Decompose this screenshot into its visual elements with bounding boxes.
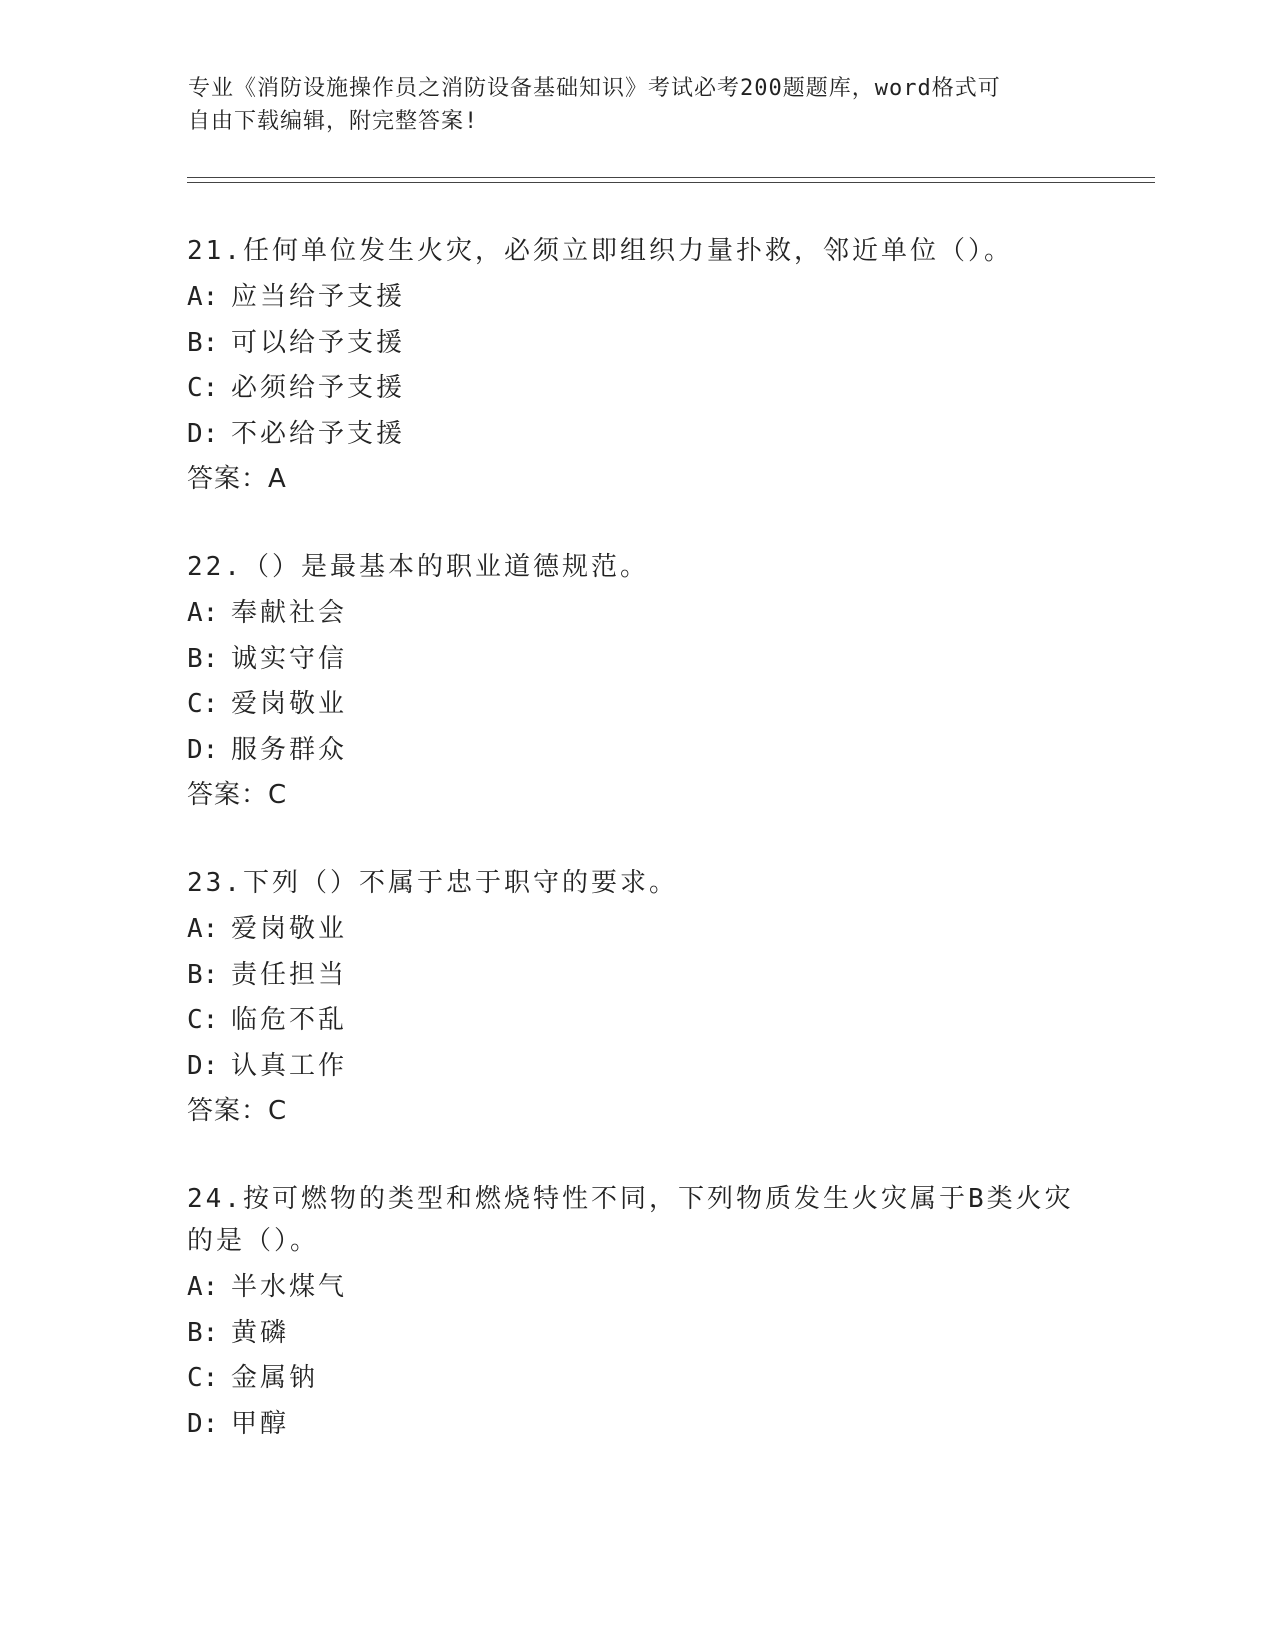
option-text: 认真工作 — [231, 1050, 348, 1081]
option-letter: B: — [187, 327, 219, 358]
option-text: 爱岗敬业 — [231, 689, 348, 719]
answer-text: 答案：C — [187, 1096, 288, 1126]
option-d — [187, 728, 1087, 774]
option-letter: D: — [187, 734, 219, 765]
option-text: 服务群众 — [231, 734, 348, 765]
option-letter: D: — [187, 1050, 219, 1081]
option-a — [187, 907, 1087, 953]
option-text: 应当给予支援 — [231, 282, 406, 312]
option-b — [187, 1311, 1087, 1357]
option-text: 奉献社会 — [231, 598, 348, 628]
option-letter: C: — [187, 1005, 219, 1035]
header-divider-top — [187, 177, 1155, 178]
option-letter: B: — [187, 643, 219, 674]
option-text: 不必给予支援 — [231, 418, 406, 449]
option-text: 爱岗敬业 — [231, 914, 348, 944]
question-stem: 22.（）是最基本的职业道德规范。 — [187, 552, 649, 582]
option-b — [187, 953, 1087, 999]
option-letter: A: — [187, 1272, 219, 1302]
option-text: 黄磷 — [231, 1317, 290, 1348]
option-text: 临危不乱 — [231, 1005, 348, 1035]
option-text: 金属钠 — [231, 1363, 319, 1393]
option-letter: C: — [187, 373, 219, 403]
option-a — [187, 275, 1087, 321]
option-b — [187, 321, 1087, 367]
document-header — [188, 72, 1088, 138]
option-letter: A: — [187, 914, 219, 944]
option-a — [187, 591, 1087, 637]
option-text: 必须给予支援 — [231, 373, 406, 403]
answer-text: 答案：C — [187, 780, 288, 810]
option-letter: B: — [187, 1317, 219, 1348]
question-22 — [187, 546, 1087, 818]
option-c — [187, 998, 1087, 1044]
question-21 — [187, 230, 1087, 502]
option-letter: C: — [187, 1363, 219, 1393]
option-text: 诚实守信 — [231, 643, 348, 674]
question-stem: 23.下列（）不属于忠于职守的要求。 — [187, 868, 678, 898]
option-d — [187, 1402, 1087, 1448]
option-letter: A: — [187, 598, 219, 628]
question-stem-line-1: 24.按可燃物的类型和燃烧特性不同，下列物质发生火灾属于B类火灾 — [187, 1184, 1074, 1214]
header-line-2: 自由下载编辑，附完整答案! — [188, 109, 479, 134]
header-line-1: 专业《消防设施操作员之消防设备基础知识》考试必考200题题库，word格式可 — [188, 76, 1001, 101]
option-c — [187, 682, 1087, 728]
question-24 — [187, 1178, 1087, 1447]
option-letter: D: — [187, 1408, 219, 1439]
option-text: 甲醇 — [231, 1408, 290, 1439]
answer-text: 答案：A — [187, 464, 287, 494]
option-letter: D: — [187, 418, 219, 449]
header-divider-bottom — [187, 182, 1155, 183]
option-letter: C: — [187, 689, 219, 719]
option-c — [187, 366, 1087, 412]
option-letter: A: — [187, 282, 219, 312]
question-stem: 21.任何单位发生火灾，必须立即组织力量扑救，邻近单位（）。 — [187, 236, 1013, 266]
option-c — [187, 1356, 1087, 1402]
option-text: 责任担当 — [231, 959, 348, 990]
question-23 — [187, 862, 1087, 1134]
option-a — [187, 1265, 1087, 1311]
question-stem-line-2: 的是（）。 — [187, 1226, 320, 1256]
option-text: 可以给予支援 — [231, 327, 406, 358]
option-d — [187, 412, 1087, 458]
option-d — [187, 1044, 1087, 1090]
option-b — [187, 637, 1087, 683]
option-text: 半水煤气 — [231, 1272, 348, 1302]
option-letter: B: — [187, 959, 219, 990]
